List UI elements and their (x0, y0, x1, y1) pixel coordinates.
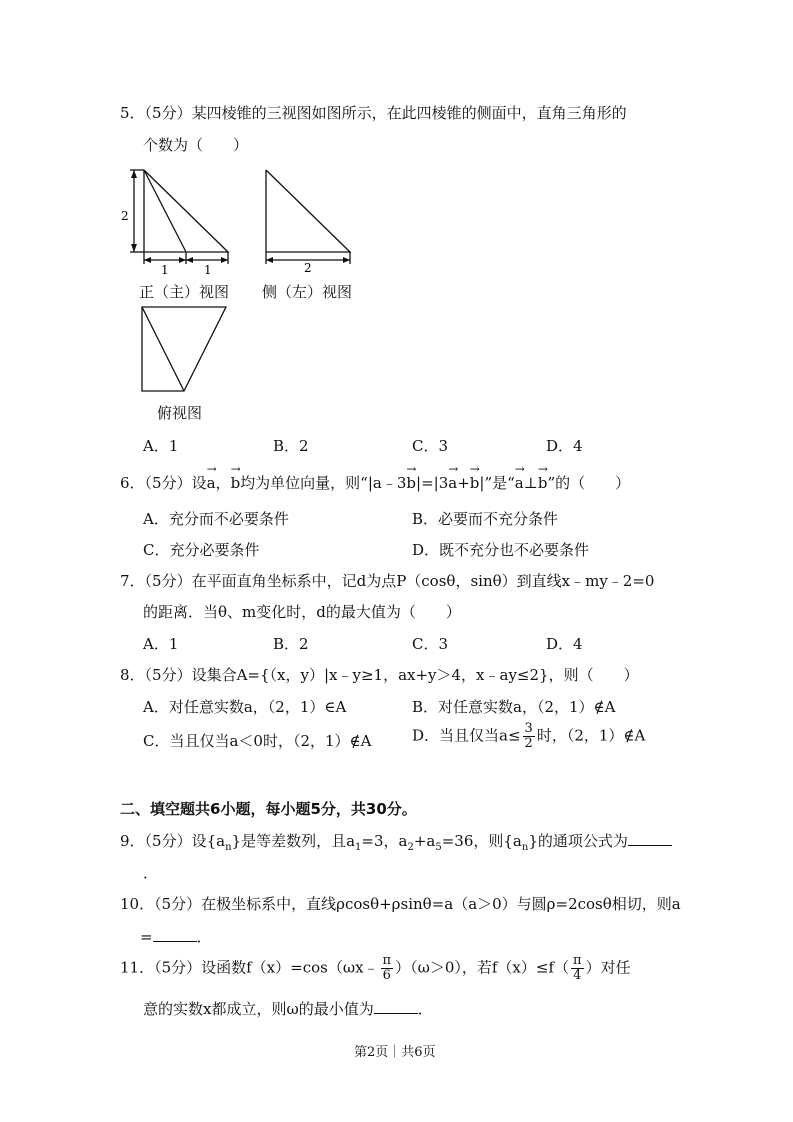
q5-option-b: B．2 (273, 437, 309, 455)
section-2-heading: 二、填空题共6小题，每小题5分，共30分。 (120, 800, 417, 818)
q9-part-1: 9．（5分）设{a (120, 832, 226, 850)
q11-fraction-1-den: 6 (382, 968, 391, 983)
q9-stem (120, 830, 672, 853)
q6-vec-b-2: → b (406, 474, 416, 492)
front-view-caption: 正（主）视图 (139, 283, 230, 301)
q6-quote-mid: |”是“ (479, 474, 515, 492)
q9-sub-5: n (521, 842, 529, 853)
q6-bar1: |=|3 (416, 474, 449, 492)
q9-line2: ． (143, 864, 159, 882)
q10-stem-line1: 10．（5分）在极坐标系中，直线ρcosθ+ρsinθ=a（a＞0）与圆ρ=2cosθ相切，则a (120, 895, 681, 913)
q6-suffix: ”的（ ） (547, 474, 631, 492)
q6-expr1: a﹣3 (372, 474, 407, 492)
q6-vec-b-3: → b (470, 474, 480, 492)
q6-plus: + (457, 474, 470, 492)
q6-vec-a: → a (207, 474, 216, 492)
q11-fraction-2-num: π (573, 953, 582, 968)
front-width-label-2: 1 (204, 263, 212, 277)
q10-stem-line2 (140, 926, 212, 947)
q8-fraction (523, 722, 535, 751)
q8-fraction-den: 2 (524, 736, 533, 751)
q9-sub-4: 5 (435, 842, 442, 853)
front-width-label-1: 1 (161, 263, 169, 277)
q6-vec-b-4: → b (538, 474, 548, 492)
q8-option-b: B．对任意实数a，（2，1）∉A (412, 698, 616, 716)
q7-option-c: C．3 (412, 635, 449, 653)
q10-line2-pre: = (140, 928, 153, 946)
q9-sub-1: n (225, 842, 232, 853)
q6-perp: ⊥ (523, 474, 538, 492)
q8-stem: 8．（5分）设集合A={（x，y）|x﹣y≥1，ax+y＞4，x﹣ay≤2}，则（ ） (120, 666, 639, 684)
top-view (142, 307, 226, 391)
q9-part-3: =3，a (361, 832, 408, 850)
q11-pre: 11．（5分）设函数f（x）=cos（ωx﹣ (120, 958, 379, 977)
q6-option-b: B．必要而不充分条件 (412, 510, 559, 528)
side-width-label: 2 (304, 261, 312, 275)
q6-vec-a-2: → a (448, 474, 457, 492)
q8-fraction-num: 3 (524, 721, 533, 736)
q10-line2-post: ． (196, 928, 212, 946)
q11-line2-post: ． (417, 1000, 433, 1018)
q6-prefix: 6．（5分）设 (120, 474, 207, 492)
q5-option-c: C．3 (412, 437, 449, 455)
q11-line2-pre: 意的实数x都成立，则ω的最小值为 (143, 1000, 374, 1018)
q6-vec-a-3: → a (515, 474, 524, 492)
q9-part-6: }的通项公式为 (528, 832, 628, 850)
q6-vec-b: → b (231, 474, 241, 492)
front-view (130, 170, 228, 264)
q9-part-5: =36，则{a (441, 832, 522, 850)
q8-option-d-pre: D．当且仅当a≤ (412, 726, 521, 745)
q6-stem (120, 472, 630, 493)
q5-option-a: A．1 (143, 437, 179, 455)
q7-stem-line1: 7．（5分）在平面直角坐标系中，记d为点P（cosθ，sinθ）到直线x﹣my﹣2=0 (120, 572, 655, 590)
side-view (266, 170, 350, 264)
q7-stem-line2: 的距离．当θ、m变化时，d的最大值为（ ） (143, 603, 461, 621)
q11-fraction-2-den: 4 (573, 968, 582, 983)
q11-stem-line2 (143, 998, 433, 1019)
page-footer: 第2页｜共6页 (354, 1045, 436, 1060)
q9-part-4: +a (413, 832, 436, 850)
front-height-label: 2 (121, 209, 129, 223)
q11-stem-line1 (120, 954, 631, 983)
q6-mid: 均为单位向量，则“| (240, 474, 373, 492)
q11-post: ）对任 (585, 958, 631, 977)
q8-option-d-post: 时，（2，1）∉A (536, 726, 646, 745)
q9-sub-3: 2 (407, 842, 414, 853)
q7-option-a: A．1 (143, 635, 179, 653)
q9-answer-blank (628, 831, 672, 846)
side-view-caption: 侧（左）视图 (262, 283, 353, 301)
q11-mid: ）（ω＞0），若f（x）≤f（ (395, 958, 570, 977)
q6-option-d: D．既不充分也不必要条件 (412, 541, 590, 559)
q6-comma: ， (215, 474, 231, 492)
q11-fraction-2 (571, 954, 584, 983)
q5-stem-line2: 个数为（ ） (143, 136, 249, 154)
top-view-caption: 俯视图 (157, 404, 203, 422)
q8-option-a: A．对任意实数a，（2，1）∈A (143, 698, 347, 716)
q8-option-d (412, 722, 645, 751)
q5-stem-line1: 5．（5分）某四棱锥的三视图如图所示，在此四棱锥的侧面中，直角三角形的 (120, 104, 627, 122)
q5-option-d: D．4 (546, 437, 583, 455)
q11-answer-blank (374, 999, 418, 1014)
q9-sub-2: 1 (355, 842, 362, 853)
q7-option-d: D．4 (546, 635, 583, 653)
q11-fraction-1-num: π (382, 953, 392, 968)
q10-answer-blank (153, 927, 197, 942)
q7-option-b: B．2 (273, 635, 309, 653)
q11-fraction-1 (381, 954, 394, 983)
q9-part-2: }是等差数列，且a (231, 832, 356, 850)
q6-option-c: C．充分必要条件 (143, 541, 260, 559)
q6-option-a: A．充分而不必要条件 (143, 510, 289, 528)
q8-option-c: C．当且仅当a＜0时，（2，1）∉A (143, 732, 372, 750)
